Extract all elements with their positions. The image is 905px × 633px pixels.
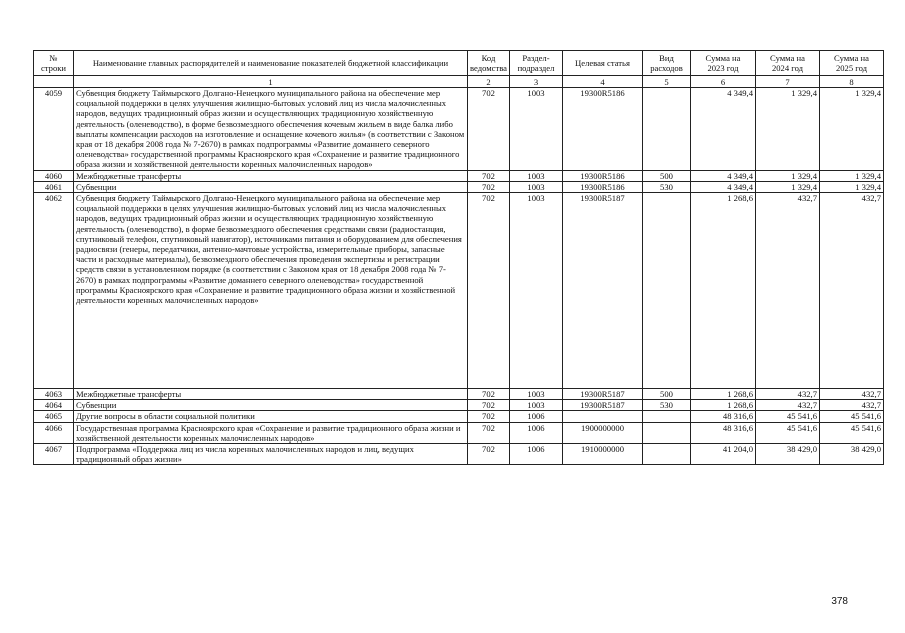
row-number: 4062 xyxy=(34,193,74,389)
row-name: Субвенция бюджету Таймырского Долгано-Ненецкого муниципального района на обеспечение мер социальной поддержки в целях улучшения жилищно-бытовых условий лиц из числа малочисленных народов, ведущих традиционный образ жизни и осуществляющих традиционную хозяйственную деятельность (оленеводство), в форме безвозмездного обеспечения средствами связи (радиостанция, спутниковый телефон, спутниковый навигатор), источниками питания и оборудованием для обеспечения радиосвязи (генеры, передатчики, антенно-мачтовые устройства, измерительные приборы, запасные части и расходные материалы), безвозмездного обеспечения проведения экспертизы и регистрации средств связи в установленном порядке (в соответствии с Законом края от 18 декабря 2008 года № 7-2670) в рамках подпрограммы «Развитие доманнего северного оленеводства» государственной программы Красноярского края «Сохранение и развитие традиционного образа жизни и хозяйственной деятельности коренных малочисленных народов» xyxy=(74,193,468,389)
row-sum-2025: 45 541,6 xyxy=(820,411,884,422)
table-row xyxy=(34,411,884,422)
column-index-1: 1 xyxy=(74,76,468,88)
table-row xyxy=(34,181,884,192)
table-row xyxy=(34,88,884,171)
row-expense-type: 530 xyxy=(643,400,691,411)
row-sum-2023: 4 349,4 xyxy=(691,88,756,171)
row-target-article: 19300R5187 xyxy=(563,400,643,411)
row-name: Субвенции xyxy=(74,400,468,411)
row-expense-type xyxy=(643,88,691,171)
row-section: 1006 xyxy=(510,411,563,422)
row-number: 4065 xyxy=(34,411,74,422)
row-sum-2025: 1 329,4 xyxy=(820,170,884,181)
row-sum-2023: 4 349,4 xyxy=(691,181,756,192)
row-sum-2024: 1 329,4 xyxy=(756,181,820,192)
row-sum-2025: 432,7 xyxy=(820,389,884,400)
table-row xyxy=(34,193,884,389)
row-sum-2023: 48 316,6 xyxy=(691,411,756,422)
row-target-article: 1910000000 xyxy=(563,444,643,465)
row-number: 4060 xyxy=(34,170,74,181)
table-row xyxy=(34,170,884,181)
row-sum-2025: 432,7 xyxy=(820,400,884,411)
row-sum-2023: 1 268,6 xyxy=(691,400,756,411)
row-sum-2025: 45 541,6 xyxy=(820,422,884,443)
column-index-7: 7 xyxy=(756,76,820,88)
row-expense-type: 500 xyxy=(643,389,691,400)
row-sum-2024: 432,7 xyxy=(756,193,820,389)
row-number: 4064 xyxy=(34,400,74,411)
header-sum-2023: Сумма на 2023 год xyxy=(691,51,756,76)
header-sum-2024: Сумма на 2024 год xyxy=(756,51,820,76)
row-department-code: 702 xyxy=(468,181,510,192)
row-section: 1006 xyxy=(510,422,563,443)
row-name: Субвенции xyxy=(74,181,468,192)
row-section: 1006 xyxy=(510,444,563,465)
header-expense-type: Вид расходов xyxy=(643,51,691,76)
row-target-article: 19300R5187 xyxy=(563,193,643,389)
row-expense-type xyxy=(643,444,691,465)
row-name: Другие вопросы в области социальной политики xyxy=(74,411,468,422)
column-index-3: 3 xyxy=(510,76,563,88)
row-section: 1003 xyxy=(510,400,563,411)
row-name: Межбюджетные трансферты xyxy=(74,389,468,400)
row-department-code: 702 xyxy=(468,88,510,171)
row-number: 4061 xyxy=(34,181,74,192)
row-expense-type xyxy=(643,193,691,389)
row-department-code: 702 xyxy=(468,389,510,400)
row-name: Субвенция бюджету Таймырского Долгано-Ненецкого муниципального района на обеспечение мер социальной поддержки в целях улучшения жилищно-бытовых условий лиц из числа малочисленных народов, ведущих традиционный образ жизни и осуществляющих традиционную хозяйственную деятельность (оленеводство), в форме безвозмездного обеспечения кочевым жильем в виде балка либо выплаты компенсации расходов на изготовление и оснащение кочевого жилья» (в соответствии с Законом края от 18 декабря 2008 года № 7-2670) в рамках подпрограммы «Развитие доманнего северного оленеводства» государственной программы Красноярского края «Сохранение и развитие традиционного образа жизни и хозяйственной деятельности коренных малочисленных народов» xyxy=(74,88,468,171)
row-target-article: 19300R5186 xyxy=(563,88,643,171)
row-target-article xyxy=(563,411,643,422)
row-expense-type: 500 xyxy=(643,170,691,181)
row-number: 4067 xyxy=(34,444,74,465)
row-sum-2023: 41 204,0 xyxy=(691,444,756,465)
row-name: Подпрограмма «Поддержка лиц из числа коренных малочисленных народов и лиц, ведущих традиционный образ жизни» xyxy=(74,444,468,465)
row-sum-2024: 45 541,6 xyxy=(756,422,820,443)
page-number: 378 xyxy=(831,596,848,607)
row-name: Государственная программа Красноярского края «Сохранение и развитие традиционного образа жизни и хозяйственной деятельности коренных малочисленных народов» xyxy=(74,422,468,443)
column-index-6: 6 xyxy=(691,76,756,88)
row-expense-type: 530 xyxy=(643,181,691,192)
row-sum-2025: 1 329,4 xyxy=(820,88,884,171)
table-header-row xyxy=(34,51,884,76)
table-row xyxy=(34,422,884,443)
row-section: 1003 xyxy=(510,181,563,192)
budget-table xyxy=(33,50,884,465)
row-sum-2025: 432,7 xyxy=(820,193,884,389)
row-department-code: 702 xyxy=(468,193,510,389)
row-sum-2024: 432,7 xyxy=(756,389,820,400)
row-sum-2024: 432,7 xyxy=(756,400,820,411)
header-department-code: Код ведомства xyxy=(468,51,510,76)
row-number: 4066 xyxy=(34,422,74,443)
row-section: 1003 xyxy=(510,389,563,400)
row-sum-2024: 1 329,4 xyxy=(756,170,820,181)
table-row xyxy=(34,444,884,465)
row-department-code: 702 xyxy=(468,170,510,181)
row-sum-2025: 38 429,0 xyxy=(820,444,884,465)
row-name: Межбюджетные трансферты xyxy=(74,170,468,181)
row-department-code: 702 xyxy=(468,400,510,411)
row-department-code: 702 xyxy=(468,444,510,465)
row-target-article: 19300R5186 xyxy=(563,181,643,192)
column-index-4: 4 xyxy=(563,76,643,88)
header-target-article: Целевая статья xyxy=(563,51,643,76)
row-sum-2023: 48 316,6 xyxy=(691,422,756,443)
table-column-index-row xyxy=(34,76,884,88)
row-department-code: 702 xyxy=(468,411,510,422)
row-target-article: 19300R5186 xyxy=(563,170,643,181)
row-sum-2023: 1 268,6 xyxy=(691,389,756,400)
row-sum-2024: 38 429,0 xyxy=(756,444,820,465)
column-index-0 xyxy=(34,76,74,88)
table-row xyxy=(34,389,884,400)
row-sum-2023: 4 349,4 xyxy=(691,170,756,181)
row-sum-2023: 1 268,6 xyxy=(691,193,756,389)
row-sum-2024: 45 541,6 xyxy=(756,411,820,422)
row-section: 1003 xyxy=(510,193,563,389)
row-section: 1003 xyxy=(510,88,563,171)
row-expense-type xyxy=(643,411,691,422)
table-row xyxy=(34,400,884,411)
header-sum-2025: Сумма на 2025 год xyxy=(820,51,884,76)
row-sum-2025: 1 329,4 xyxy=(820,181,884,192)
row-sum-2024: 1 329,4 xyxy=(756,88,820,171)
header-section: Раздел- подраздел xyxy=(510,51,563,76)
row-target-article: 1900000000 xyxy=(563,422,643,443)
row-target-article: 19300R5187 xyxy=(563,389,643,400)
row-department-code: 702 xyxy=(468,422,510,443)
column-index-8: 8 xyxy=(820,76,884,88)
header-name: Наименование главных распорядителей и наименование показателей бюджетной классификации xyxy=(74,51,468,76)
row-expense-type xyxy=(643,422,691,443)
column-index-2: 2 xyxy=(468,76,510,88)
row-section: 1003 xyxy=(510,170,563,181)
row-number: 4059 xyxy=(34,88,74,171)
row-number: 4063 xyxy=(34,389,74,400)
column-index-5: 5 xyxy=(643,76,691,88)
header-row-number: № строки xyxy=(34,51,74,76)
